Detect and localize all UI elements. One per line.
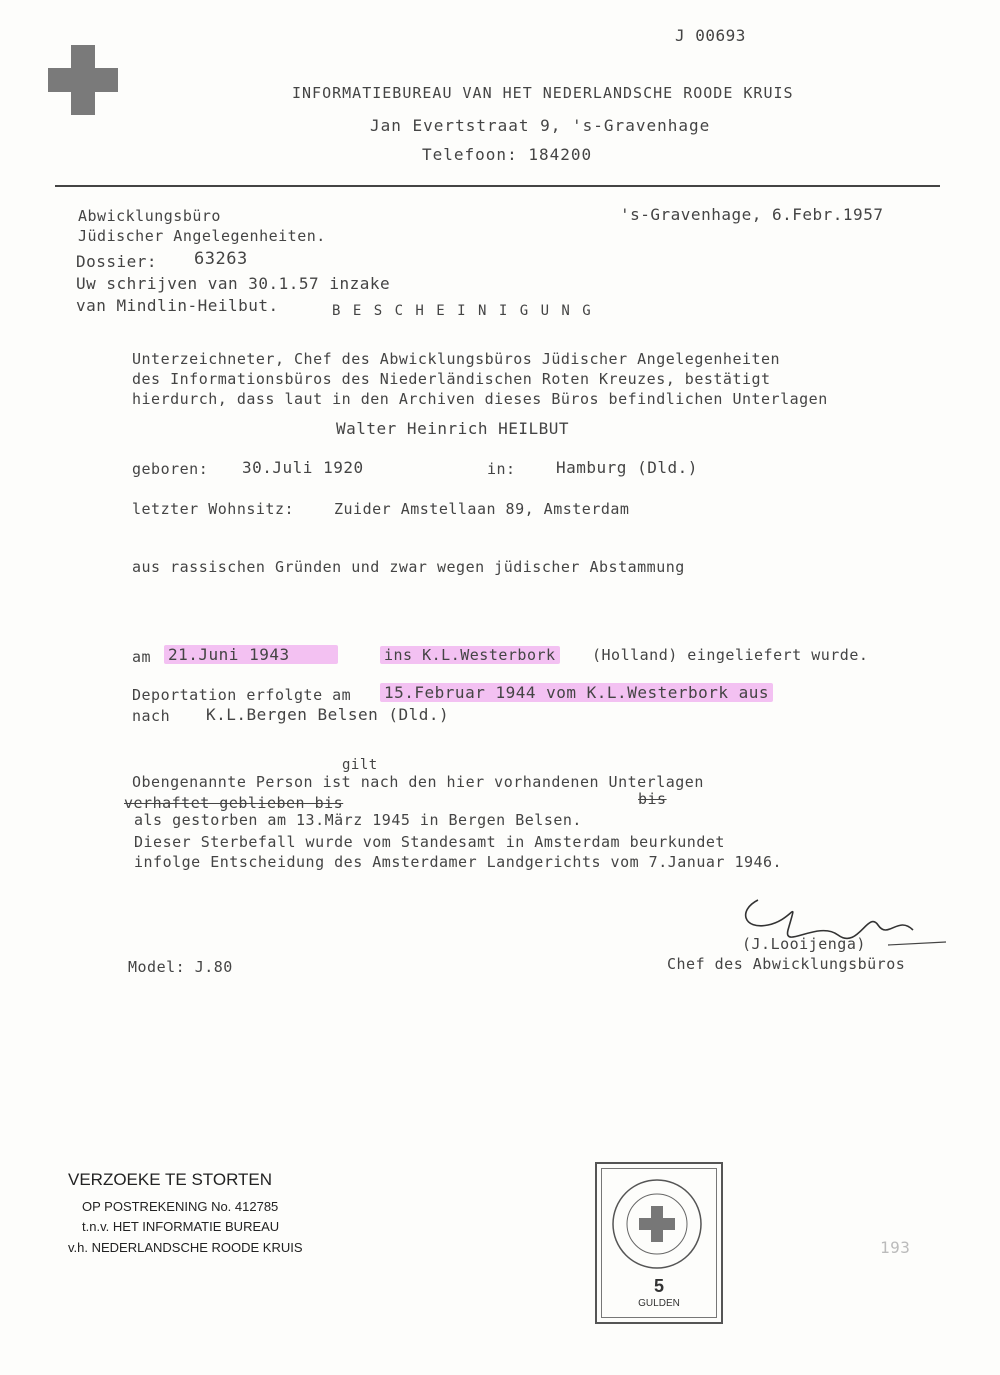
camp-text xyxy=(380,646,560,664)
place-date: 's-Gravenhage, 6.Febr.1957 xyxy=(620,205,884,224)
deport-prefix: Deportation erfolgte am xyxy=(132,686,352,704)
reason-line: aus rassischen Gründen und zwar wegen jüdischer Abstammung xyxy=(132,558,685,576)
residence-label: letzter Wohnsitz: xyxy=(132,500,295,518)
arrest-date-text: 21.Juni 1943 xyxy=(164,645,338,664)
struck-bis xyxy=(638,790,667,808)
sender-line1: Abwicklungsbüro xyxy=(78,207,221,225)
status-line1: Obengenannte Person ist nach den hier vorhandenen Unterlagen xyxy=(132,773,704,791)
signatory-name: (J.Looijenga) xyxy=(742,935,866,953)
reference-line2: van Mindlin-Heilbut. xyxy=(76,296,279,315)
status-line3: Dieser Sterbefall wurde vom Standesamt in Amsterdam beurkundet xyxy=(134,833,725,851)
intro-line1: Unterzeichneter, Chef des Abwicklungsbüros Jüdischer Angelegenheiten xyxy=(132,350,781,368)
stamp-value: 5 xyxy=(653,1276,664,1296)
camp-rest: (Holland) eingeliefert wurde. xyxy=(592,646,869,664)
gilt-insert: gilt xyxy=(342,757,378,773)
dossier-number: 63263 xyxy=(194,249,248,269)
status-line2: als gestorben am 13.März 1945 in Bergen Belsen. xyxy=(134,811,582,829)
org-address: Jan Evertstraat 9, 's-Gravenhage xyxy=(370,116,711,135)
deport-destination: K.L.Bergen Belsen (Dld.) xyxy=(206,705,450,724)
residence-value: Zuider Amstellaan 89, Amsterdam xyxy=(334,500,630,518)
revenue-stamp xyxy=(595,1162,723,1324)
dossier-label: Dossier: xyxy=(76,252,158,271)
born-place: Hamburg (Dld.) xyxy=(556,458,698,477)
document-title: B E S C H E I N I G U N G xyxy=(332,303,593,319)
signatory-title: Chef des Abwicklungsbüros xyxy=(667,955,906,973)
struck-text-value: verhaftet geblieben bis xyxy=(124,794,344,812)
struck-bis-value: bis xyxy=(638,790,667,808)
arrest-date xyxy=(164,645,338,664)
margin-number: 193 xyxy=(880,1238,911,1257)
person-name: Walter Heinrich HEILBUT xyxy=(336,419,570,438)
stamp-unit: GULDEN xyxy=(638,1298,680,1309)
born-date: 30.Juli 1920 xyxy=(242,458,364,477)
born-label: geboren: xyxy=(132,460,209,478)
org-name: INFORMATIEBUREAU VAN HET NEDERLANDSCHE ROODE KRUIS xyxy=(292,84,794,102)
footer-line1: VERZOEKE TE STORTEN xyxy=(68,1170,273,1189)
born-in-label: in: xyxy=(487,460,516,478)
intro-line3: hierdurch, dass laut in den Archiven dieses Büros befindlichen Unterlagen xyxy=(132,390,828,408)
red-cross-icon xyxy=(48,45,118,115)
intro-line2: des Informationsbüros des Niederländischen Roten Kreuzes, bestätigt xyxy=(132,370,771,388)
footer-line4: v.h. NEDERLANDSCHE ROODE KRUIS xyxy=(68,1240,303,1255)
deport-nach: nach xyxy=(132,707,171,725)
struck-text xyxy=(124,794,343,812)
am-label: am xyxy=(132,648,152,666)
reference-line1: Uw schrijven van 30.1.57 inzake xyxy=(76,274,391,293)
header-rule xyxy=(55,185,940,187)
deport-text-highlight: 15.Februar 1944 vom K.L.Westerbork aus xyxy=(380,683,773,702)
footer-line2: OP POSTREKENING No. 412785 xyxy=(82,1199,279,1214)
footer-line3: t.n.v. HET INFORMATIE BUREAU xyxy=(82,1219,280,1234)
sender-line2: Jüdischer Angelegenheiten. xyxy=(78,227,326,245)
document-number: J 00693 xyxy=(675,26,746,45)
model-number: Model: J.80 xyxy=(128,958,233,976)
deport-text xyxy=(380,683,773,702)
stamp-seal-icon xyxy=(609,1176,705,1272)
camp-text-highlight: ins K.L.Westerbork xyxy=(380,646,560,664)
status-line4: infolge Entscheidung des Amsterdamer Landgerichts vom 7.Januar 1946. xyxy=(134,853,783,871)
org-phone: Telefoon: 184200 xyxy=(422,145,593,164)
